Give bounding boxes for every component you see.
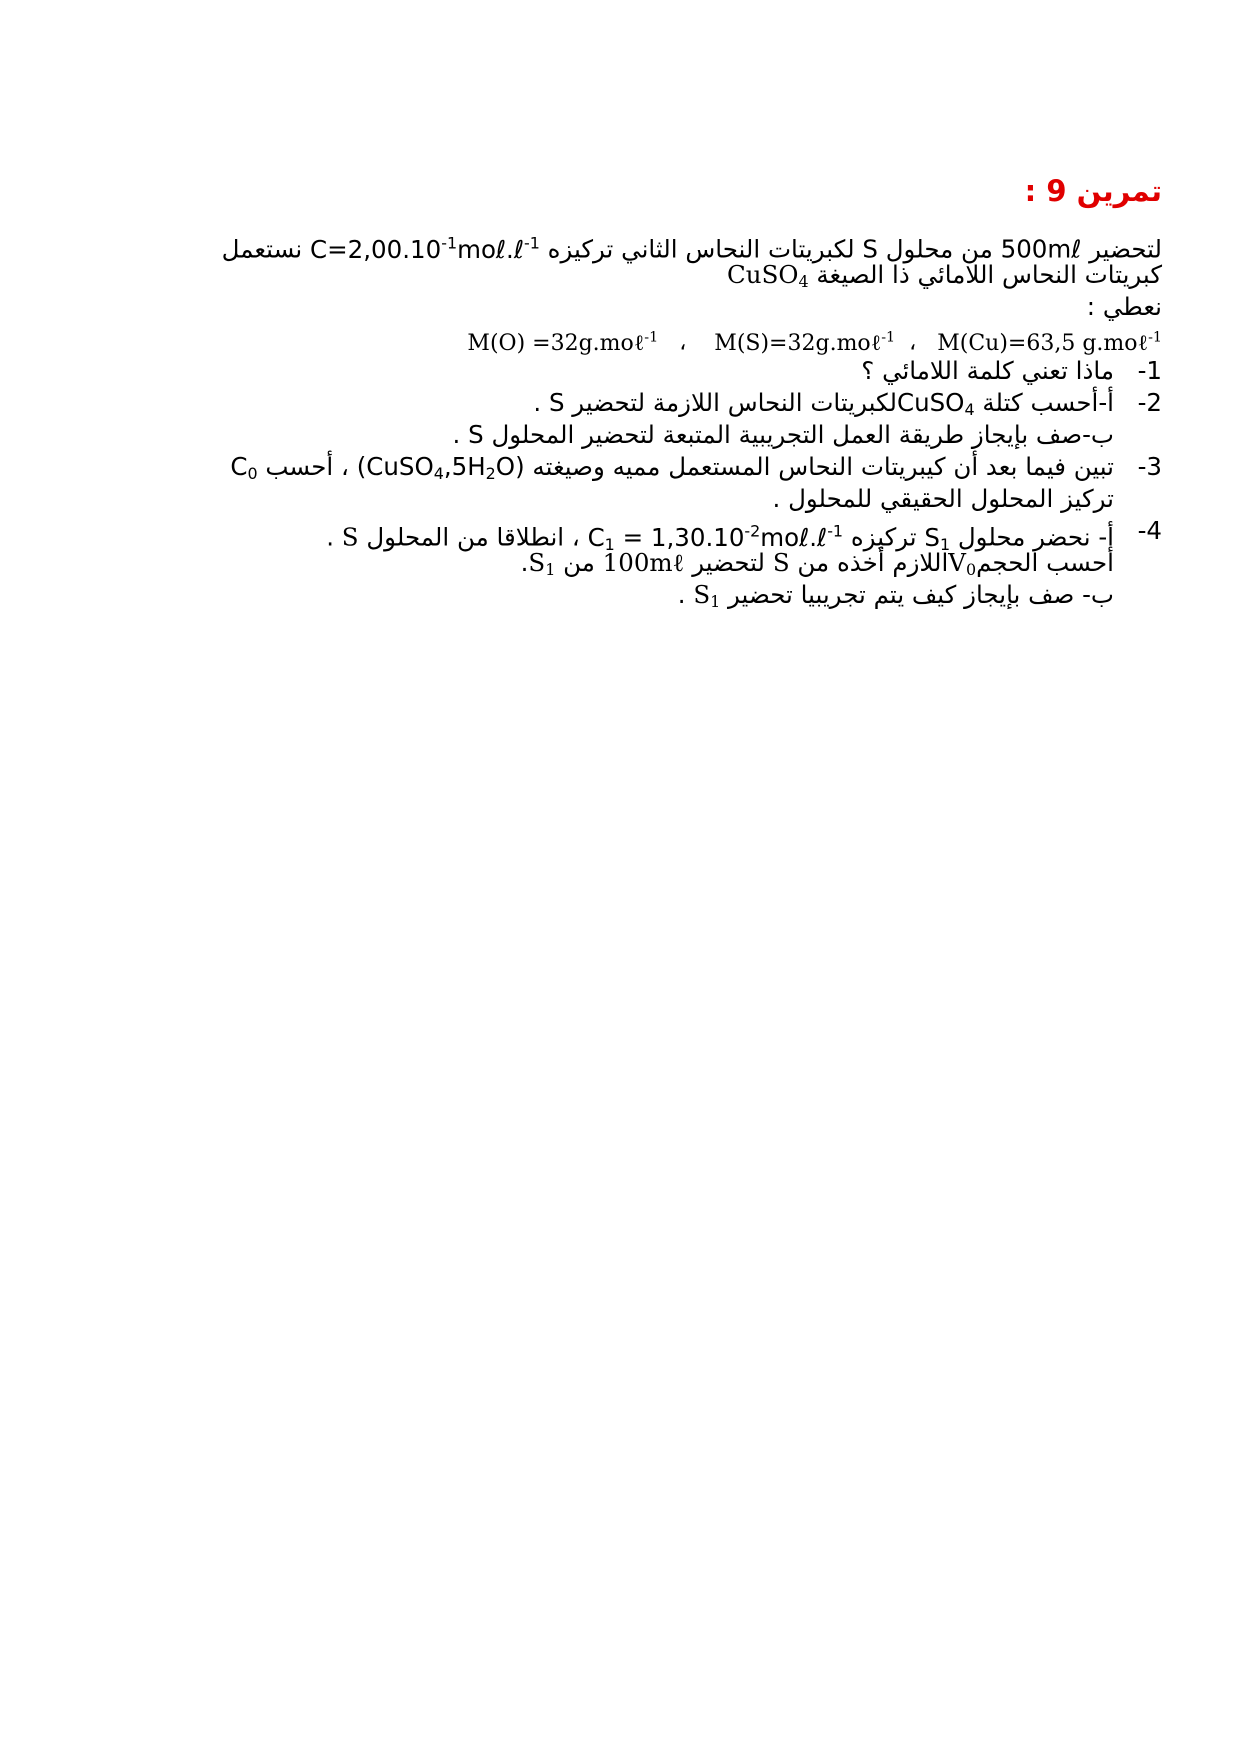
intro-line-2: كبريتات النحاس اللامائي ذا الصيغة CuSO$_4$ [727,260,1162,291]
question-1-text: ماذا تعني كلمة اللامائي ؟ [861,356,1114,385]
question-3-text-1: تبين فيما بعد أن كيبريتات النحاس المستعمل مميه وصيغته $(CuSO_4,5H_2O)$ ، أحسب $C_0$ [230,452,1114,483]
question-4a-volume-text: أحسب الحجمV$_0$اللازم أخذه من S لتحضير 100mℓ من $S_1$. [520,548,1114,579]
question-2b-text: ب-صف بإيجاز طريقة العمل التجريبية المتبعة لتحضير المحلول S . [452,420,1114,449]
question-2a-text: أ-أحسب كتلة CuSO$_4$لكبريتات النحاس اللازمة لتحضير S . [533,388,1114,419]
question-4a-text: أ- نحضر محلول $S_1$ تركيزه $C_1$ = $1,30.10^{-2}mo\ell.\ell^{-1}$ ، انطلاقا من المحلول S . [326,521,1114,554]
exercise-title: تمرين 9 : [1024,174,1162,208]
question-4b-text: ب- صف بإيجاز كيف يتم تجريبيا تحضير $S_1$ . [677,580,1114,611]
question-2-number: 2- [1137,388,1162,417]
question-1-number: 1- [1137,356,1162,385]
question-3-text-2: تركيز المحلول الحقيقي للمحلول . [772,484,1114,513]
given-label: نعطي : [1086,292,1162,321]
intro-line-1: لتحضير 500mℓ من محلول S لكبريتات النحاس الثاني تركيزه $C=2,00.10^{-1}mo\ell.\ell^{-1}$ نستعمل [221,233,1162,264]
question-4-number: 4- [1137,516,1162,545]
question-3-number: 3- [1137,452,1162,481]
molar-masses: M(Cu)=63,5 g.moℓ$^{-1}$ ، M(S)=32g.moℓ$^{-1}$ ، M(O) =32g.moℓ$^{-1}$ [467,329,1162,356]
